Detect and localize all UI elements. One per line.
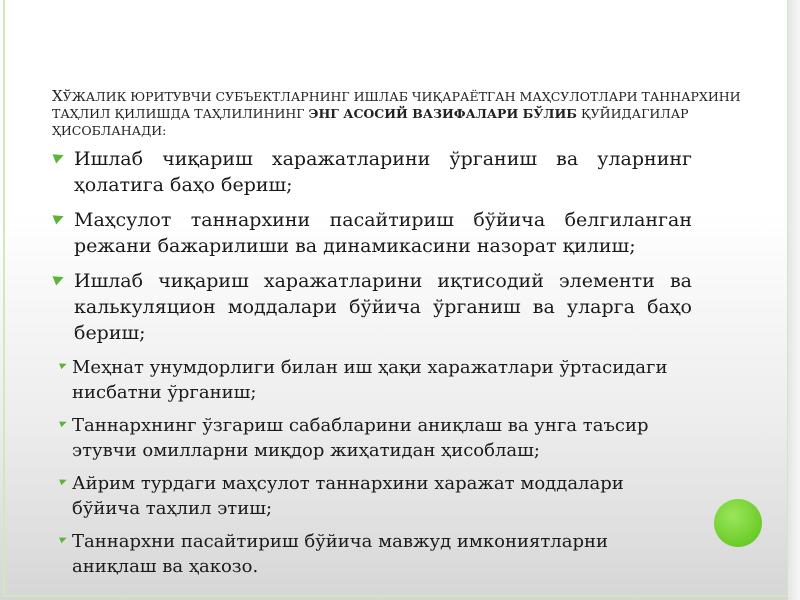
sub-bullet-item-3 <box>52 471 672 521</box>
sub-bullet-item-1 <box>52 355 672 405</box>
bullet-text: Маҳсулот таннархини пасайтириш бўйича белгиланган режани бажарилиши ва динамикасини назорат қилиш; <box>74 209 692 257</box>
bullet-item-3 <box>52 268 692 346</box>
sub-bullet-arrow-icon <box>59 361 68 369</box>
sub-bullet-text: Таннархнинг ўзгариш сабабларини аниқлаш ва унга таъсир этувчи омилларни миқдор жиҳатидан ҳисоблаш; <box>72 415 649 461</box>
sub-bullet-text: Айрим турдаги маҳсулот таннархини харажат моддалари бўйича таҳлил этиш; <box>72 473 624 519</box>
title-part1: ЎЖАЛИК ЮРИТУВЧИ СУБЪЕКТЛАРНИНГ ИШЛАБ ЧИҚАРАЁТГАН МАҲСУЛОТЛАРИ ТАННАРХИНИ ТАҲЛИЛ ҚИЛИШДА ТАҲЛИЛИНИНГ <box>52 89 741 121</box>
bullet-text: Ишлаб чиқариш харажатларини ўрганиш ва уларнинг ҳолатига баҳо бериш; <box>74 148 692 196</box>
sub-bullet-item-2 <box>52 413 672 463</box>
bullet-list <box>52 146 692 587</box>
sub-bullet-arrow-icon <box>59 419 68 427</box>
title-part2: ҚУЙИДАГИЛАР ҲИСОБЛАНАДИ: <box>52 106 689 138</box>
bullet-arrow-icon <box>52 272 65 285</box>
bullet-text: Ишлаб чиқариш харажатларини иқтисодий элементи ва калькуляцион моддалари бўйича ўрганиш ва уларга баҳо бериш; <box>74 270 692 344</box>
sub-bullet-text: Таннархни пасайтириш бўйича мавжуд имкониятларни аниқлаш ва ҳакозо. <box>72 531 608 577</box>
sub-bullet-arrow-icon <box>59 477 68 485</box>
green-circle-decoration <box>714 499 762 547</box>
bullet-item-2 <box>52 207 692 259</box>
slide-title <box>52 88 777 139</box>
bullet-arrow-icon <box>52 211 65 224</box>
title-bold-phrase: ЭНГ АСОСИЙ ВАЗИФАЛАРИ БЎЛИБ <box>308 106 577 121</box>
bullet-item-1 <box>52 146 692 198</box>
sub-bullet-arrow-icon <box>59 535 68 543</box>
title-first-letter: Х <box>52 87 63 105</box>
sub-bullet-text: Меҳнат унумдорлиги билан иш ҳақи харажатлари ўртасидаги нисбатни ўрганиш; <box>72 357 668 403</box>
bullet-arrow-icon <box>52 150 65 163</box>
sub-bullet-item-4 <box>52 529 672 579</box>
right-edge-stripe <box>788 0 800 600</box>
